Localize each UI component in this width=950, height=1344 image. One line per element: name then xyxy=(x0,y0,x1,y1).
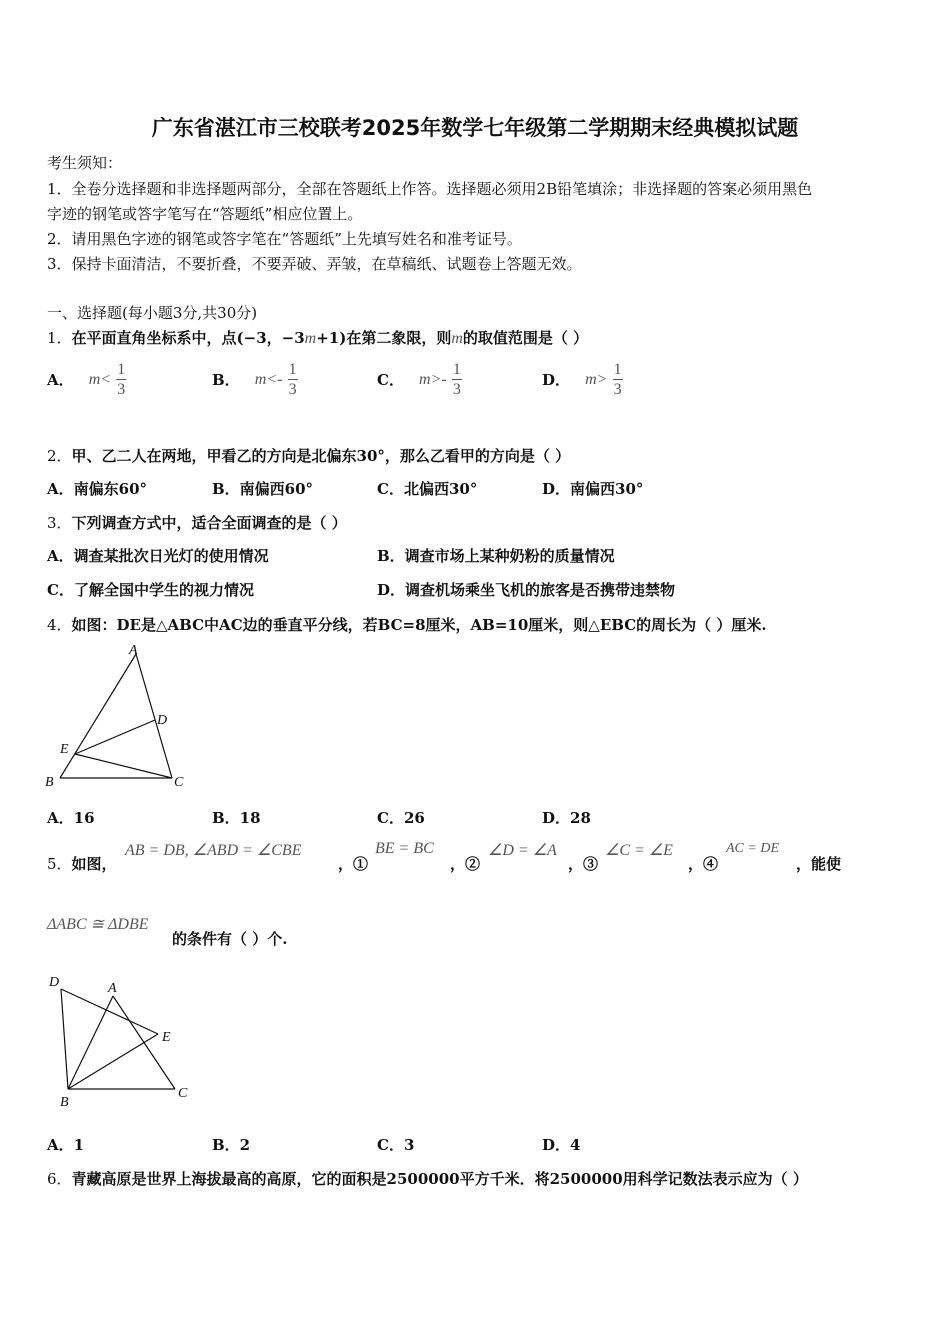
q4-triangle-figure xyxy=(40,640,200,796)
q5-label-c: C xyxy=(178,1086,188,1101)
q2-text: 甲、乙二人在两地，甲看乙的方向是北偏东30°，那么乙看甲的方向是（ ） xyxy=(71,447,571,465)
q5-condition-2: ∠D = ∠A xyxy=(488,842,557,859)
q3-option-c[interactable]: C．了解全国中学生的视力情况 xyxy=(47,581,254,599)
q5-label-a: A xyxy=(108,981,117,996)
q1-option-b-fraction: $\frac{1}{3}$ xyxy=(288,361,297,398)
q5-option-c[interactable]: C．3 xyxy=(377,1136,415,1154)
q5-option-b[interactable]: B．2 xyxy=(212,1136,251,1154)
q2-option-a[interactable]: A．南偏东60° xyxy=(47,480,148,498)
q5-figure xyxy=(40,966,200,1112)
q5-c4-mark: ，④ xyxy=(688,855,719,873)
q4-label-e: E xyxy=(60,742,69,757)
q3-option-d[interactable]: D．调查机场乘坐飞机的旅客是否携带违禁物 xyxy=(377,581,676,599)
q1-option-a-expr: m< xyxy=(88,370,112,388)
q3-number: 3． xyxy=(47,514,72,532)
q3-stem xyxy=(47,512,347,533)
q2-number: 2． xyxy=(47,447,72,465)
q5-given: AB = DB, ∠ABD = ∠CBE xyxy=(125,842,302,859)
q1-option-a[interactable]: A． m< $\frac{1}{3}$ xyxy=(47,361,126,398)
q4-label-a: A xyxy=(129,643,138,658)
q2-option-b[interactable]: B．南偏西60° xyxy=(212,480,314,498)
q1-var-m-2: m xyxy=(451,330,463,347)
q4-option-c[interactable]: C．26 xyxy=(377,809,425,827)
q3-option-a[interactable]: A．调查某批次日光灯的使用情况 xyxy=(47,547,269,565)
q4-text: 如图：DE是△ABC中AC边的垂直平分线，若BC=8厘米，AB=10厘米，则△EBC的周长为（ ）厘米. xyxy=(71,616,767,634)
notice-heading: 考生须知： xyxy=(47,154,123,172)
q5-label-e: E xyxy=(162,1030,171,1045)
notice-line-1b: 字迹的钢笔或答字笔写在“答题纸”相应位置上。 xyxy=(47,205,363,223)
q4-option-b[interactable]: B．18 xyxy=(212,809,261,827)
q1-var-m: m xyxy=(304,330,317,347)
q5-text-2: 的条件有（ ）个. xyxy=(172,930,288,948)
page-title: 广东省湛江市三校联考2025年数学七年级第二学期期末经典模拟试题 xyxy=(151,116,799,140)
q5-condition-1: BE = BC xyxy=(375,840,434,857)
q4-label-d: D xyxy=(157,713,168,728)
notice-line-3: 3．保持卡面清洁，不要折叠，不要弄破、弄皱，在草稿纸、试题卷上答题无效。 xyxy=(47,255,582,273)
q4-option-d[interactable]: D．28 xyxy=(542,809,591,827)
q5-tail: ，能使 xyxy=(796,855,842,873)
q4-label-c: C xyxy=(174,775,184,790)
q2-stem xyxy=(47,445,570,466)
q1-text-c: 的取值范围是（ ） xyxy=(462,329,589,347)
q5-condition-4: AC = DE xyxy=(726,841,779,856)
q6-text: 青藏高原是世界上海拔最高的高原，它的面积是2500000平方千米．将2500000用科学记数法表示应为（ ） xyxy=(71,1170,808,1188)
q1-option-c-expr: m>- xyxy=(419,370,447,388)
q4-number: 4． xyxy=(47,616,72,634)
q2-option-c[interactable]: C．北偏西30° xyxy=(377,480,478,498)
q3-option-b[interactable]: B．调查市场上某种奶粉的质量情况 xyxy=(377,547,615,565)
q6-number: 6． xyxy=(47,1170,72,1188)
q1-option-d-fraction: $\frac{1}{3}$ xyxy=(613,361,622,398)
q5-label-d: D xyxy=(49,975,60,990)
q1-option-c[interactable]: C． m>- $\frac{1}{3}$ xyxy=(377,361,461,398)
q5-stem-start xyxy=(47,853,117,874)
q1-number: 1． xyxy=(47,329,72,347)
notice-line-1a: 1．全卷分选择题和非选择题两部分，全部在答题纸上作答。选择题必须用2B铅笔填涂；非选择题的答案必须用黑色 xyxy=(47,180,813,198)
q5-condition-3: ∠C = ∠E xyxy=(605,842,673,859)
q1-option-d[interactable]: D． m> $\frac{1}{3}$ xyxy=(542,361,622,398)
q1-stem xyxy=(47,327,588,348)
q3-text: 下列调查方式中，适合全面调查的是（ ） xyxy=(71,514,347,532)
q1-option-a-fraction: $\frac{1}{3}$ xyxy=(117,361,126,398)
section-heading: 一、选择题(每小题3分,共30分) xyxy=(47,304,258,322)
q1-option-c-fraction: $\frac{1}{3}$ xyxy=(452,361,461,398)
q5-c1-mark: ，① xyxy=(338,855,369,873)
q1-text-b: +1)在第二象限，则 xyxy=(316,329,452,347)
q4-segment-ed xyxy=(75,720,155,754)
q4-stem xyxy=(47,614,767,635)
q5-c2-mark: ，② xyxy=(450,855,481,873)
q5-c3-mark: ，③ xyxy=(568,855,599,873)
q5-segment-db xyxy=(61,989,68,1089)
q1-text-a: 在平面直角坐标系中，点(−3，−3 xyxy=(71,329,305,347)
q4-label-b: B xyxy=(45,775,54,790)
q5-congruence: ΔABC ≅ ΔDBE xyxy=(47,916,149,933)
q2-option-d[interactable]: D．南偏西30° xyxy=(542,480,644,498)
notice-line-2: 2．请用黑色字迹的钢笔或答字笔在“答题纸”上先填写姓名和准考证号。 xyxy=(47,230,522,248)
q5-label-b: B xyxy=(60,1095,69,1110)
q5-lead: 如图， xyxy=(71,855,117,873)
q4-option-a[interactable]: A．16 xyxy=(47,809,95,827)
q5-option-a[interactable]: A．1 xyxy=(47,1136,85,1154)
q6-stem xyxy=(47,1168,808,1189)
q1-option-b-expr: m<- xyxy=(254,370,283,388)
q1-option-d-expr: m> xyxy=(585,370,608,388)
q5-option-d[interactable]: D．4 xyxy=(542,1136,581,1154)
q4-segment-ec xyxy=(75,754,172,778)
q5-number: 5． xyxy=(47,855,72,873)
q1-option-b[interactable]: B． m<- $\frac{1}{3}$ xyxy=(212,361,297,398)
